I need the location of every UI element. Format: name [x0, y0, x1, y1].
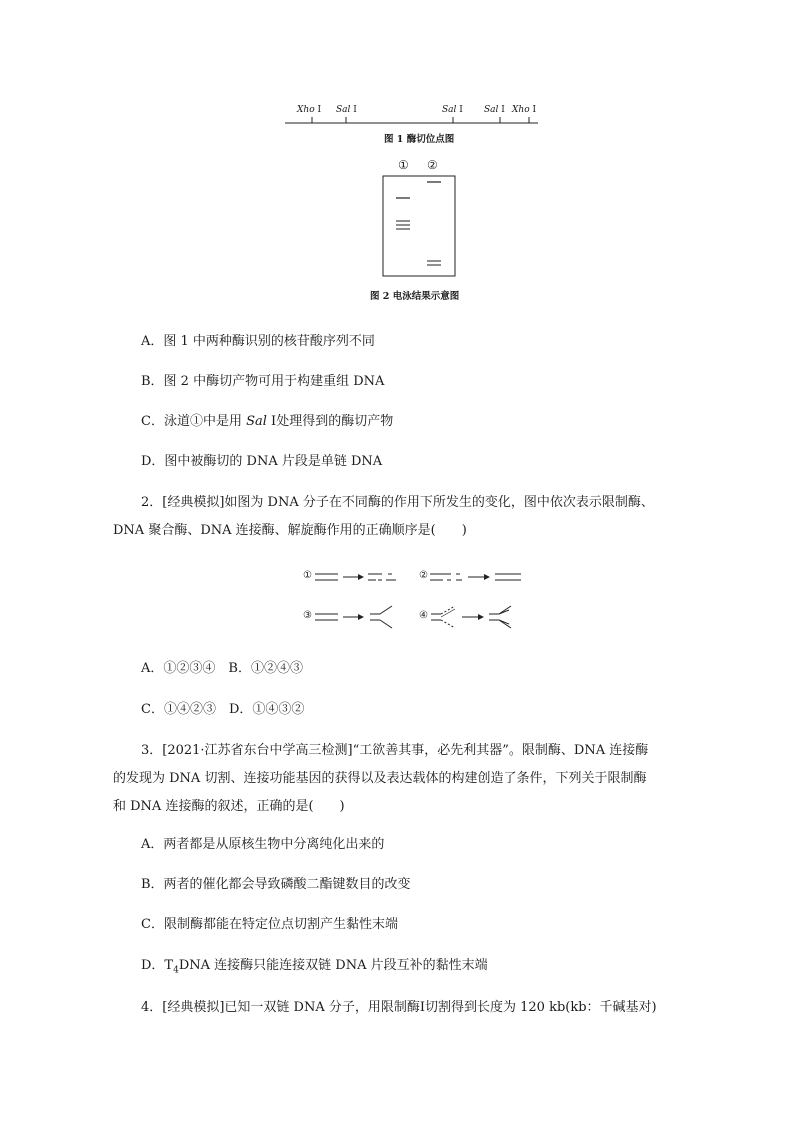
q2-stem-line-1: 2．[经典模拟]如图为 DNA 分子在不同酶的作用下所发生的变化，图中依次表示限制酶、 — [141, 495, 654, 510]
q2-options-line-1: A．①②③④ B．①②④③ — [141, 661, 303, 676]
q3-stem-line-1: 3．[2021·江苏省东台中学高三检测]“工欲善其事，必先利其器”。限制酶、DNA 连接酶 — [141, 743, 649, 758]
q1-option-a: A．图 1 中两种酶识别的核苷酸序列不同 — [141, 334, 375, 349]
site-label: Xho Ⅰ — [297, 105, 322, 115]
figure-2-caption: 图 2 电泳结果示意图 — [370, 291, 460, 302]
site-label: Sal Ⅰ — [336, 105, 357, 115]
site-label: Sal Ⅰ — [484, 105, 505, 115]
q2-fig-label-4: ④ — [419, 610, 428, 621]
q1-option-b: B．图 2 中酶切产物可用于构建重组 DNA — [141, 374, 385, 389]
lane-2-label: ② — [427, 158, 438, 172]
q2-fig-label-2: ② — [419, 570, 428, 581]
q3-option-d: D．$T_4DNA$ 连接酶只能连接双链 DNA 片段互补的黏性末端 — [141, 958, 488, 976]
q2-fig-label-1: ① — [303, 570, 312, 581]
q2-fig-label-3: ③ — [303, 610, 312, 621]
q2-stem-line-2: DNA 聚合酶、DNA 连接酶、解旋酶作用的正确顺序是( ) — [113, 523, 467, 538]
q2-options-line-2: C．①④②③ D．①④③② — [141, 702, 305, 717]
lane-1-label: ① — [398, 158, 409, 172]
figure-1-caption: 图 1 酶切位点图 — [384, 134, 455, 145]
q1-option-d: D．图中被酶切的 DNA 片段是单链 DNA — [141, 454, 383, 469]
q3-option-c: C．限制酶都能在特定位点切割产生黏性末端 — [141, 917, 398, 932]
q3-option-a: A．两者都是从原核生物中分离纯化出来的 — [141, 837, 385, 852]
q1-option-c: C．泳道①中是用 Sal Ⅰ处理得到的酶切产物 — [141, 414, 394, 429]
site-label: Sal Ⅰ — [442, 105, 463, 115]
q3-stem-line-2: 的发现为 DNA 切割、连接功能基因的获得以及表达载体的构建创造了条件，下列关于限制酶 — [113, 771, 647, 786]
q4-stem-line-1: 4．[经典模拟]已知一双链 DNA 分子，用限制酶Ⅰ切割得到长度为 120 kb(kb：千碱基对) — [141, 1000, 657, 1015]
q3-option-b: B．两者的催化都会导致磷酸二酯键数目的改变 — [141, 877, 411, 892]
site-label: Xho Ⅰ — [512, 105, 537, 115]
q3-stem-line-3: 和 DNA 连接酶的叙述，正确的是( ) — [113, 799, 345, 814]
